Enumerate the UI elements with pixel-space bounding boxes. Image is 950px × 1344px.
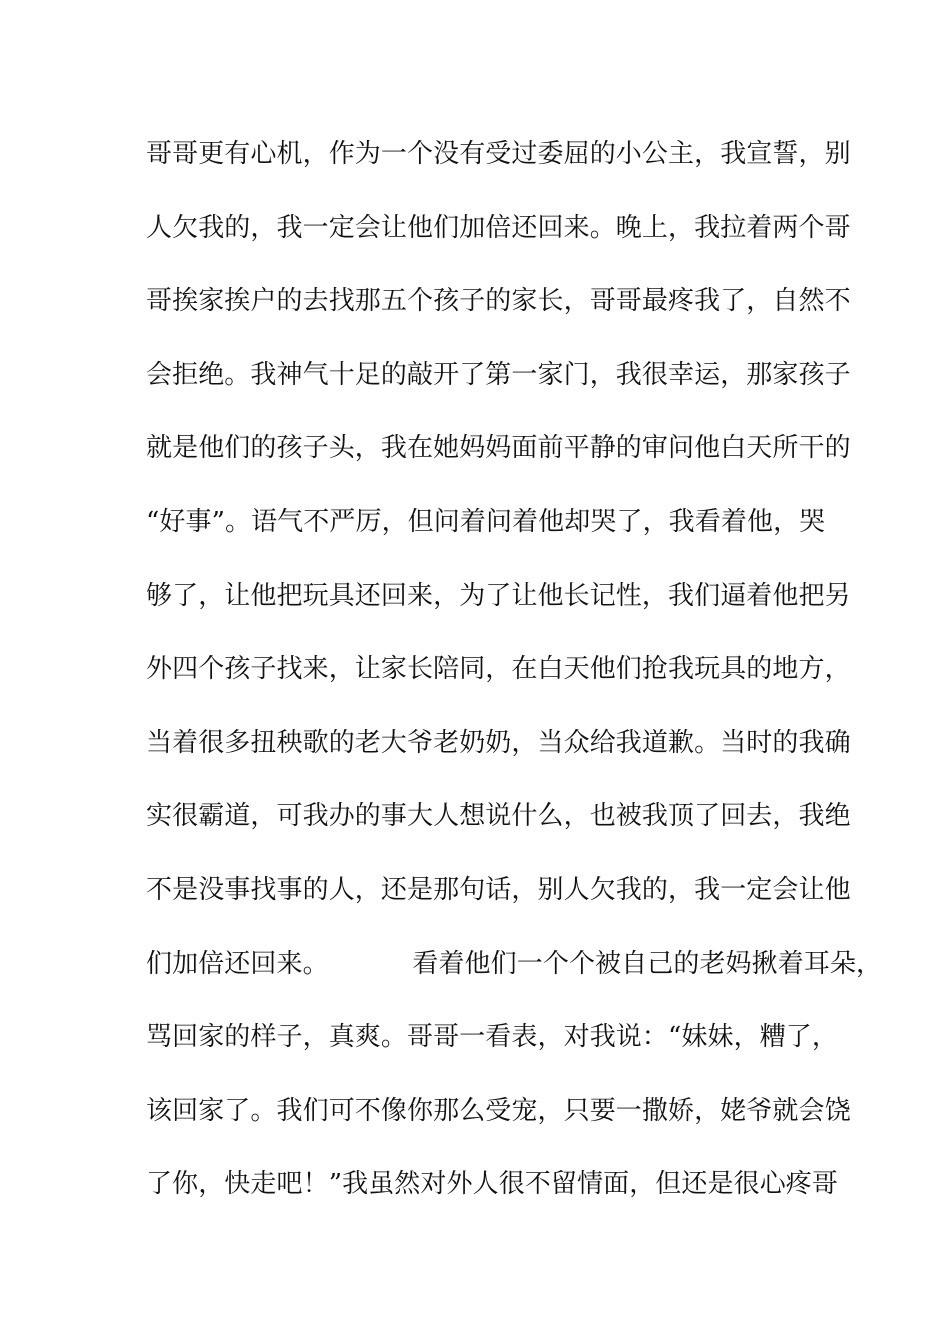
text-line: 骂回家的样子，真爽。哥哥一看表，对我说：“妹妹，糟了， [146, 1022, 838, 1053]
text-line: 不是没事找事的人，还是那句话，别人欠我的，我一定会让他 [146, 874, 851, 905]
text-line: 实很霸道，可我办的事大人想说什么，也被我顶了回去，我绝 [146, 801, 851, 832]
text-line: 哥挨家挨户的去找那五个孩子的家长，哥哥最疼我了，自然不 [146, 286, 851, 317]
body-text [146, 134, 883, 1238]
text-line: 们加倍还回来。 看着他们一个个被自己的老妈揪着耳朵， [146, 948, 883, 979]
text-line: 了你，快走吧！”我虽然对外人很不留情面，但还是很心疼哥 [146, 1169, 838, 1200]
text-line: 会拒绝。我神气十足的敲开了第一家门，我很幸运，那家孩子 [146, 359, 851, 390]
text-line: 就是他们的孩子头，我在她妈妈面前平静的审问他白天所干的 [146, 433, 851, 464]
text-line: 人欠我的，我一定会让他们加倍还回来。晚上，我拉着两个哥 [146, 212, 851, 243]
text-line: 够了，让他把玩具还回来，为了让他长记性，我们逼着他把另 [146, 580, 851, 611]
text-line: “好事”。语气不严厉，但问着问着他却哭了，我看着他，哭 [146, 506, 826, 537]
text-line: 外四个孩子找来，让家长陪同，在白天他们抢我玩具的地方， [146, 654, 851, 685]
text-line: 当着很多扭秧歌的老大爷老奶奶，当众给我道歉。当时的我确 [146, 727, 851, 758]
text-line: 哥哥更有心机，作为一个没有受过委屈的小公主，我宣誓，别 [146, 139, 851, 169]
text-line: 该回家了。我们可不像你那么受宠，只要一撒娇，姥爷就会饶 [146, 1095, 851, 1126]
